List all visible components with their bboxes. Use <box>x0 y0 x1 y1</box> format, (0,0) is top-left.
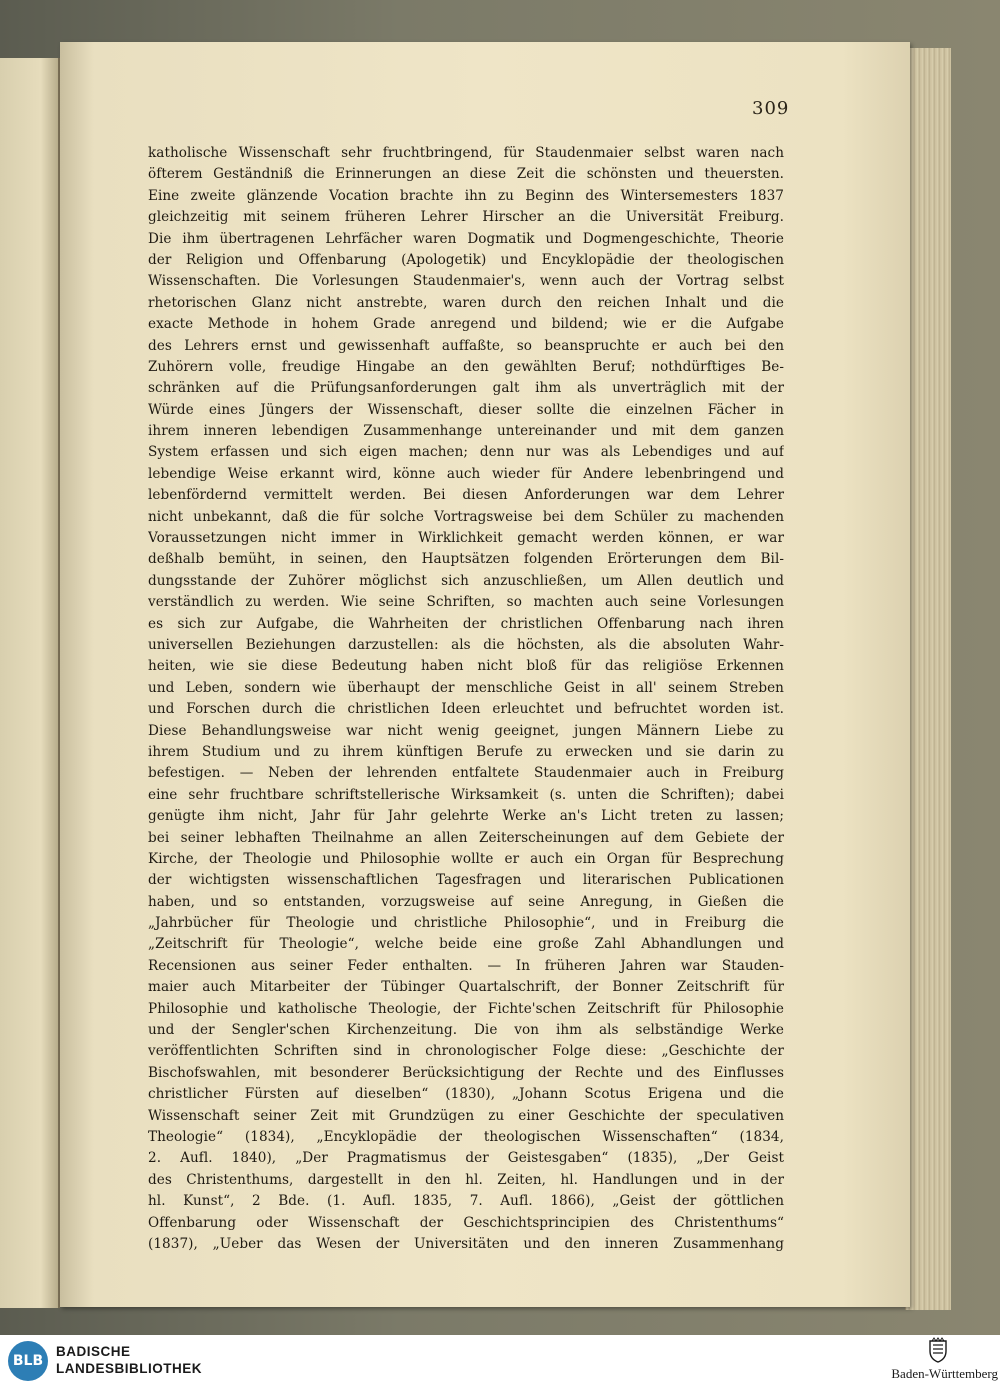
text-line: deßhalb bemüht, in seinen, den Hauptsätzen folgenden Erörterungen dem Bil- <box>148 551 784 568</box>
text-line: bei seiner lebhaften Theilnahme an allen Zeiterscheinungen auf dem Gebiete der <box>148 829 784 846</box>
text-line: es sich zur Aufgabe, die Wahrheiten der christlichen Offenbarung nach ihren <box>148 615 784 632</box>
text-line: (1837), „Ueber das Wesen der Universitäten und den inneren Zusammenhang <box>148 1235 784 1252</box>
library-name-line1: BADISCHE <box>56 1344 131 1359</box>
text-line: und Leben, sondern wie überhaupt der menschliche Geist in all' seinem Streben <box>148 679 784 696</box>
page-stack-edge <box>905 48 951 1310</box>
text-line: der wichtigsten wissenschaftlichen Tagesfragen und literarischen Publicationen <box>148 872 784 889</box>
text-line: Diese Behandlungsweise war nicht wenig geeignet, jungen Männern Liebe zu <box>148 722 784 739</box>
library-name[interactable] <box>56 1343 202 1377</box>
text-line: Offenbarung oder Wissenschaft der Geschichtsprincipien des Christenthums“ <box>148 1214 784 1231</box>
text-line: und Forschen durch die christlichen Ideen erleuchtet und befruchtet worden ist. <box>148 701 784 718</box>
page-number: 309 <box>752 98 790 119</box>
text-line: 2. Aufl. 1840), „Der Pragmatismus der Geistesgaben“ (1835), „Der Geist <box>148 1150 784 1167</box>
state-name[interactable]: Baden-Württemberg <box>891 1366 998 1381</box>
text-line: ihrem inneren lebendigen Zusammenhange untereinander und mit dem ganzen <box>148 423 784 440</box>
text-line: Recensionen aus seiner Feder enthalten. — In früheren Jahren war Stauden- <box>148 957 784 974</box>
text-line: veröffentlichten Schriften sind in chronologischer Folge diese: „Geschichte der <box>148 1043 784 1060</box>
text-line: dungsstande der Zuhörer möglichst sich anzuschließen, um Allen deutlich und <box>148 572 784 589</box>
left-page-edge <box>0 58 60 1308</box>
text-line: Theologie“ (1834), „Encyklopädie der theologischen Wissenschaften“ (1834, <box>148 1128 784 1145</box>
text-line: befestigen. — Neben der lehrenden entfaltete Staudenmaier auch in Freiburg <box>148 765 784 782</box>
text-line: nicht unbekannt, daß die für solche Vortragsweise bei dem Schüler zu machenden <box>148 508 784 525</box>
text-line: „Zeitschrift für Theologie“, welche beide eine große Zahl Abhandlungen und <box>148 936 784 953</box>
text-line: haben, und so entstanden, vorzugsweise auf seine Anregung, in Gießen die <box>148 893 784 910</box>
text-line: gleichzeitig mit seinem früheren Lehrer Hirscher an die Universität Freiburg. <box>148 209 784 226</box>
text-line: lebendige Weise erkannt wird, könne auch wieder für Andere lebenbringend und <box>148 465 784 482</box>
text-line: exacte Methode in hohem Grade anregend und bildend; wie er die Aufgabe <box>148 316 784 333</box>
text-line: System erfassen und sich eigen machen; denn nur was als Lebendiges und auf <box>148 444 784 461</box>
text-line: schränken auf die Prüfungsanforderungen galt ihm als unverträglich mit der <box>148 380 784 397</box>
body-text <box>148 143 784 1255</box>
text-line: des Christenthums, dargestellt in den hl. Zeiten, hl. Handlungen und in der <box>148 1171 784 1188</box>
text-line: Kirche, der Theologie und Philosophie wollte er auch ein Organ für Besprechung <box>148 850 784 867</box>
text-line: universellen Beziehungen darzustellen: als die höchsten, als die absoluten Wahr- <box>148 636 784 653</box>
text-line: des Lehrers ernst und gewissenhaft auffaßte, so beanspruchte er auch bei den <box>148 337 784 354</box>
text-line: hl. Kunst“, 2 Bde. (1. Aufl. 1835, 7. Aufl. 1866), „Geist der göttlichen <box>148 1193 784 1210</box>
text-line: ihrem Studium und zu ihrem künftigen Berufe zu erwecken und sie darin zu <box>148 743 784 760</box>
text-line: christlicher Fürsten auf dieselben“ (1830), „Johann Scotus Erigena und die <box>148 1086 784 1103</box>
text-line: verständlich zu werden. Wie seine Schriften, so machten auch seine Vorlesungen <box>148 594 784 611</box>
text-line: Die ihm übertragenen Lehrfächer waren Dogmatik und Dogmengeschichte, Theorie <box>148 230 784 247</box>
footer-bar <box>0 1335 1000 1385</box>
text-line: Zuhörern volle, freudige Hingabe an den gewählten Beruf; nothdürftiges Be- <box>148 358 784 375</box>
state-crest-icon <box>928 1337 948 1363</box>
text-line: katholische Wissenschaft sehr fruchtbringend, für Staudenmaier selbst waren nach <box>148 145 784 161</box>
text-line: lebenfördernd vermittelt werden. Bei diesen Anforderungen war dem Lehrer <box>148 487 784 504</box>
text-line: Eine zweite glänzende Vocation brachte ihn zu Beginn des Wintersemesters 1837 <box>148 187 784 204</box>
text-line: Bischofswahlen, mit besonderer Berücksichtigung der Rechte und des Einflusses <box>148 1064 784 1081</box>
library-name-line2: LANDESBIBLIOTHEK <box>56 1361 202 1376</box>
text-line: öfterem Geständniß die Erinnerungen an diese Zeit die schönsten und theuersten. <box>148 166 784 183</box>
text-line: heiten, wie sie diese Bedeutung haben nicht bloß für das religiöse Erkennen <box>148 658 784 675</box>
text-line: Wissenschaften. Die Vorlesungen Staudenmaier's, wenn auch der Vortrag selbst <box>148 273 784 290</box>
text-line: Philosophie und katholische Theologie, der Fichte'schen Zeitschrift für Philosophie <box>148 1000 784 1017</box>
blb-logo[interactable]: BLB <box>8 1341 48 1381</box>
text-line: Würde eines Jüngers der Wissenschaft, dieser sollte die einzelnen Fächer in <box>148 401 784 418</box>
text-line: rhetorischen Glanz nicht anstrebte, waren durch den reichen Inhalt und die <box>148 294 784 311</box>
text-line: eine sehr fruchtbare schriftstellerische Wirksamkeit (s. unten die Schriften); dabei <box>148 786 784 803</box>
text-line: Wissenschaft seiner Zeit mit Grundzügen zu einer Geschichte der speculativen <box>148 1107 784 1124</box>
text-line: maier auch Mitarbeiter der Tübinger Quartalschrift, der Bonner Zeitschrift für <box>148 979 784 996</box>
text-line: Voraussetzungen nicht immer in Wirklichkeit gemacht werden können, er war <box>148 530 784 547</box>
text-line: „Jahrbücher für Theologie und christliche Philosophie“, und in Freiburg die <box>148 915 784 932</box>
text-line: genügte ihm nicht, Jahr für Jahr gelehrte Werke an's Licht treten zu lassen; <box>148 808 784 825</box>
text-line: und der Sengler'schen Kirchenzeitung. Die von ihm als selbständige Werke <box>148 1022 784 1039</box>
text-line: der Religion und Offenbarung (Apologetik) und Encyklopädie der theologischen <box>148 251 784 268</box>
